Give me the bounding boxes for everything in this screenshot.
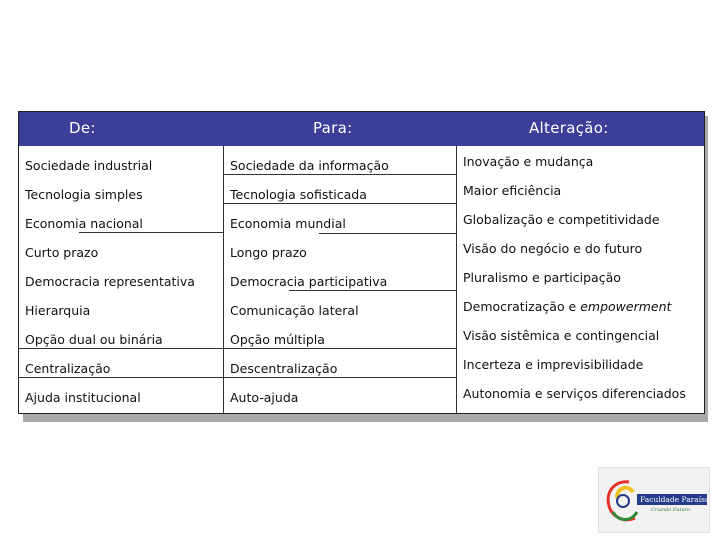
row-divider [79, 232, 223, 233]
cell-para: Sociedade da informação [230, 158, 389, 173]
row-divider [223, 174, 456, 175]
cell-para: Longo prazo [230, 245, 307, 260]
cell-de: Centralização [25, 361, 111, 376]
table-header [19, 112, 704, 146]
cell-de: Ajuda institucional [25, 390, 141, 405]
row-divider [19, 348, 456, 349]
table-row [19, 146, 704, 175]
cell-alteracao: Globalização e competitividade [463, 212, 660, 227]
cell-para: Economia mundial [230, 216, 346, 231]
header-para: Para: [313, 119, 353, 137]
cell-para: Auto-ajuda [230, 390, 299, 405]
comparison-table [18, 111, 705, 414]
cell-para: Tecnologia sofisticada [230, 187, 367, 202]
cell-alteracao-text: Democratização e [463, 299, 581, 314]
cell-alteracao: Visão sistêmica e contingencial [463, 328, 660, 343]
row-divider [223, 203, 456, 204]
cell-alteracao: Visão do negócio e do futuro [463, 241, 643, 256]
cell-para: Opção múltipla [230, 332, 325, 347]
faculdade-paraiso-logo [598, 467, 710, 533]
table-row [19, 233, 704, 262]
cell-de: Economia nacional [25, 216, 143, 231]
cell-alteracao-emphasis: empowerment [580, 299, 672, 314]
cell-de: Hierarquia [25, 303, 91, 318]
row-divider [289, 290, 456, 291]
cell-de: Sociedade industrial [25, 158, 153, 173]
logo-name: Faculdade Paraíso [637, 494, 707, 505]
cell-alteracao: Incerteza e imprevisibilidade [463, 357, 644, 372]
table-row [19, 378, 704, 407]
table-row [19, 291, 704, 320]
row-divider [223, 377, 456, 378]
cell-para: Democracia participativa [230, 274, 388, 289]
cell-de: Curto prazo [25, 245, 99, 260]
header-alteracao: Alteração: [529, 119, 609, 137]
cell-alteracao: Pluralismo e participação [463, 270, 621, 285]
cell-de: Tecnologia simples [25, 187, 143, 202]
table-row [19, 349, 704, 378]
table-row [19, 175, 704, 204]
table-row [19, 262, 704, 291]
row-divider [319, 233, 456, 234]
logo-tagline: Criando Futuro [651, 507, 691, 513]
cell-de: Opção dual ou binária [25, 332, 163, 347]
cell-alteracao [463, 299, 671, 314]
cell-de: Democracia representativa [25, 274, 195, 289]
cell-alteracao: Autonomia e serviços diferenciados [463, 386, 686, 401]
cell-para: Descentralização [230, 361, 338, 376]
table-row [19, 204, 704, 233]
cell-para: Comunicação lateral [230, 303, 359, 318]
cell-alteracao: Maior eficiência [463, 183, 562, 198]
row-divider [19, 377, 223, 378]
cell-alteracao: Inovação e mudança [463, 154, 594, 169]
header-de: De: [69, 119, 96, 137]
table-row [19, 320, 704, 349]
